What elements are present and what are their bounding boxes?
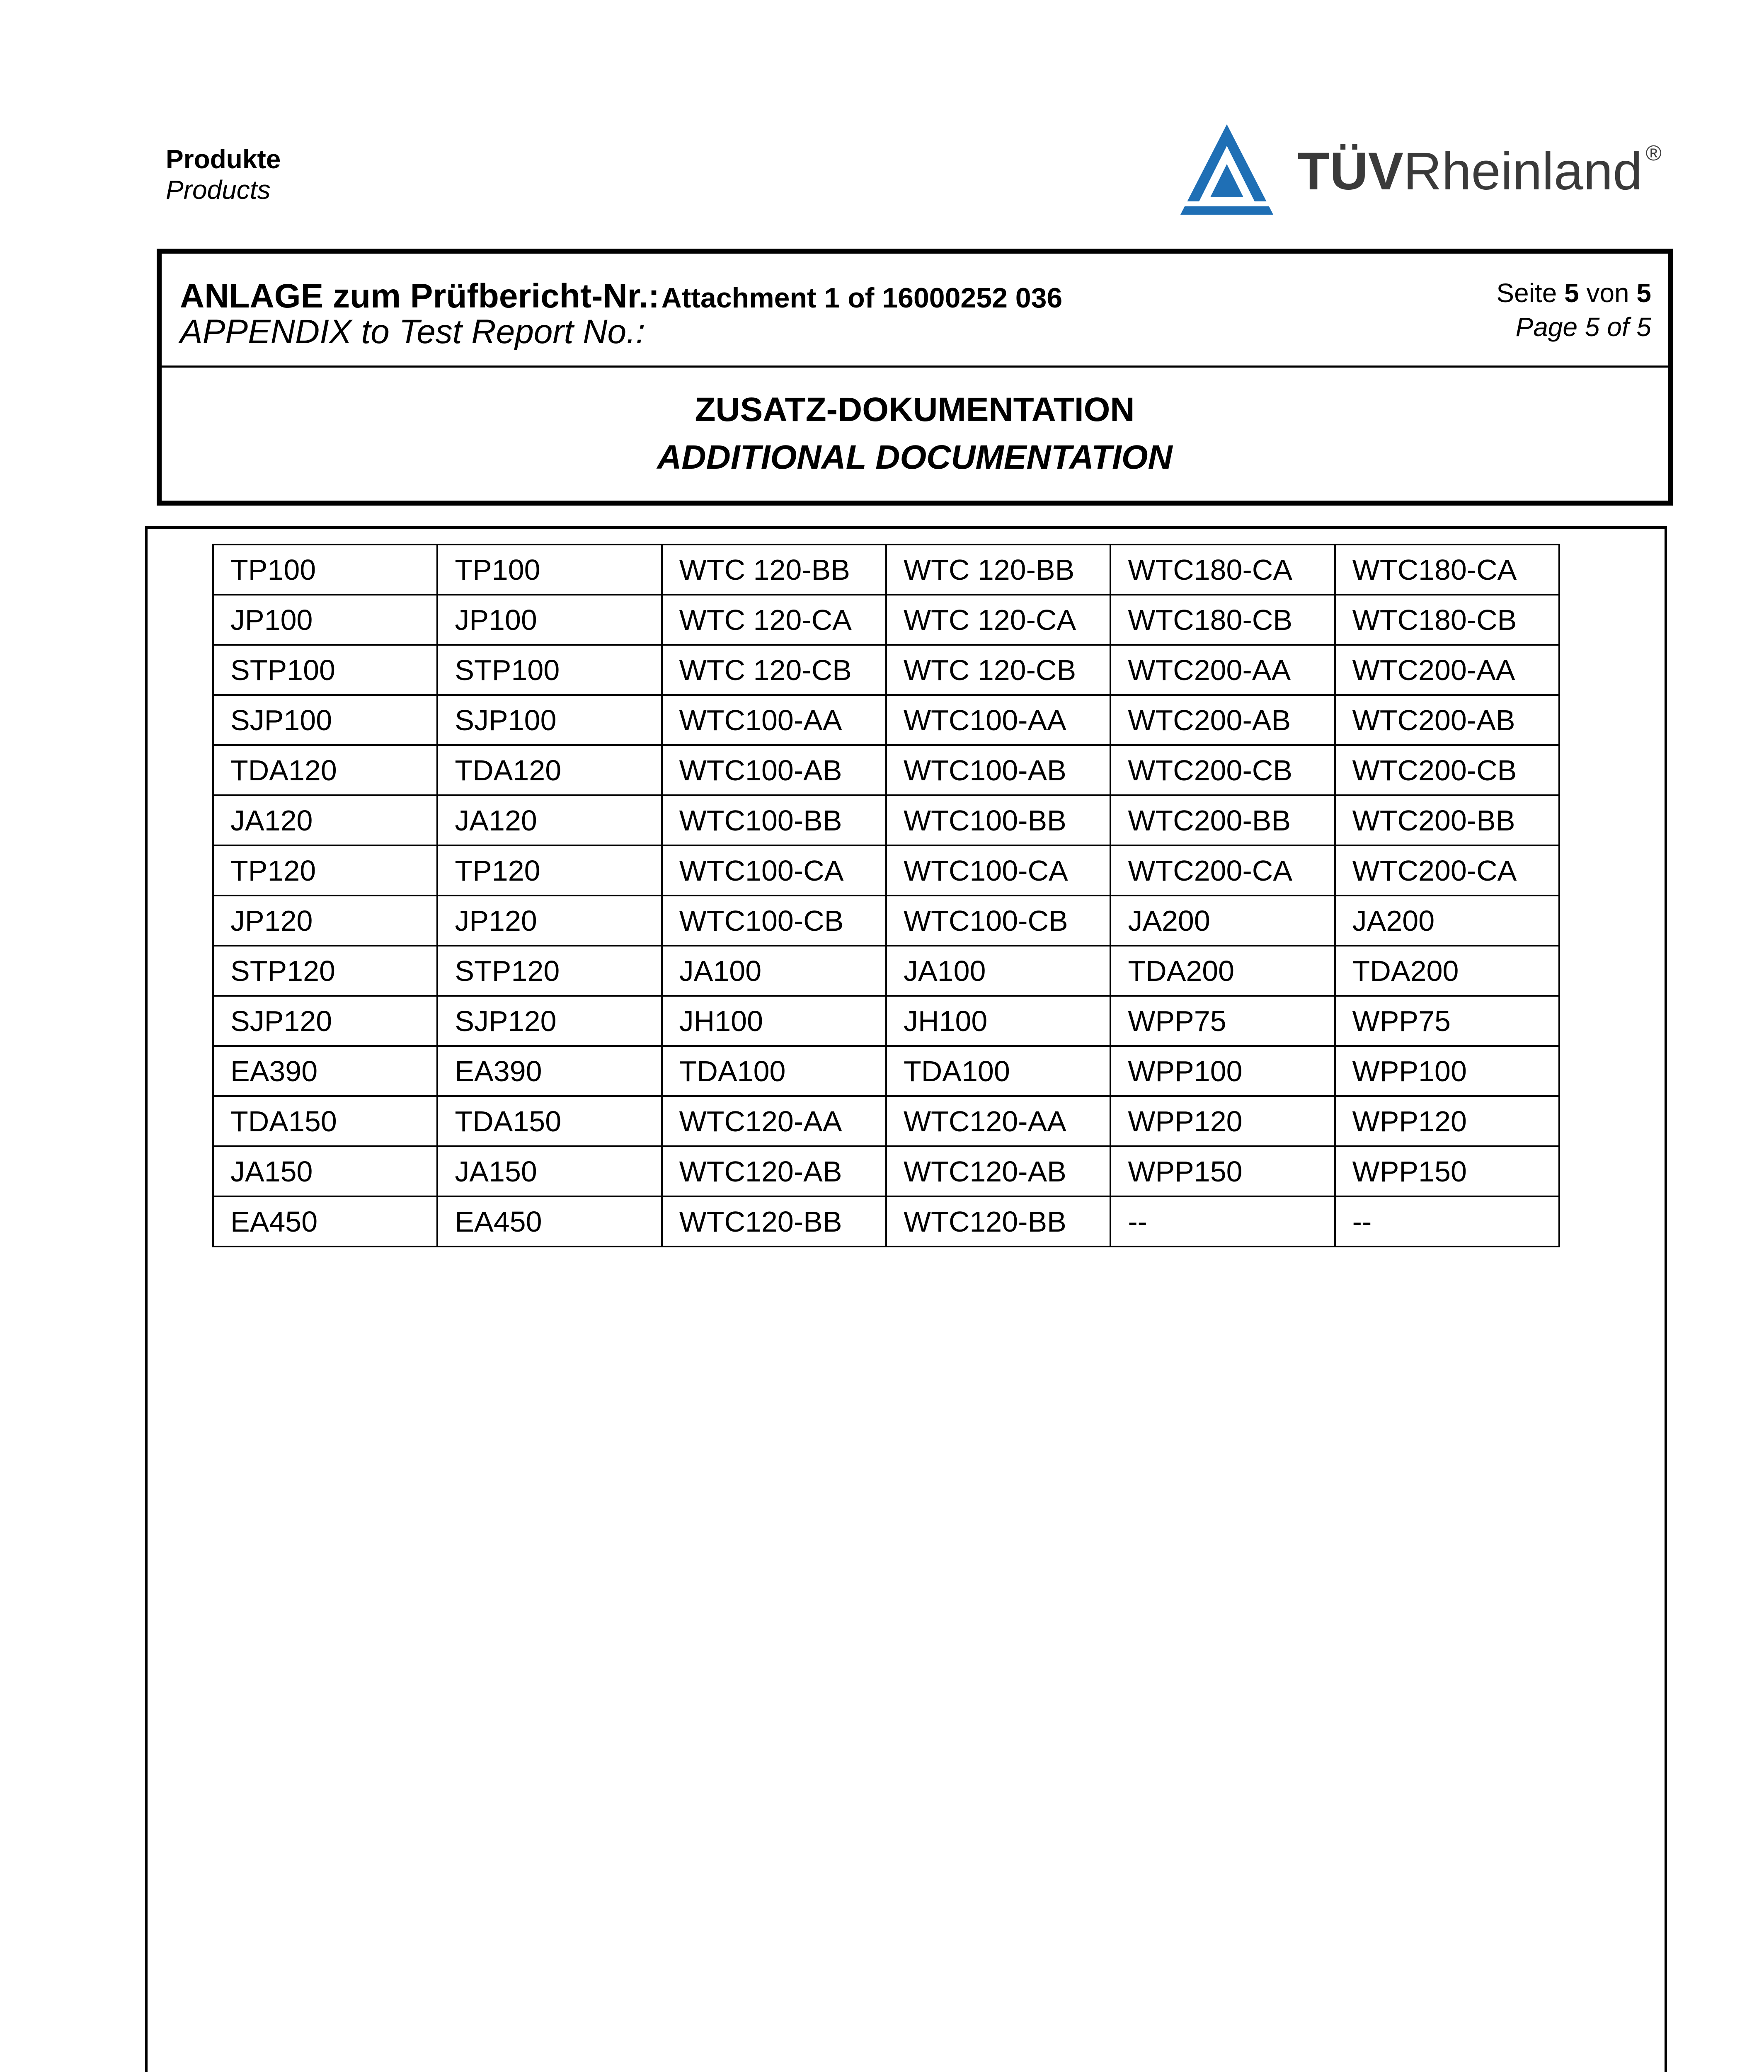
seite-label: Seite xyxy=(1496,278,1557,308)
logo-text-regular: Rheinland xyxy=(1403,142,1643,201)
table-cell: TDA150 xyxy=(213,1096,437,1146)
table-row xyxy=(213,896,1559,946)
table-row xyxy=(213,1046,1559,1096)
table-cell: TDA100 xyxy=(886,1046,1110,1096)
report-header-box xyxy=(157,249,1673,506)
table-cell: SJP100 xyxy=(213,695,437,745)
table-cell: WTC200-CA xyxy=(1335,845,1559,896)
table-cell: WTC100-BB xyxy=(662,795,886,845)
products-label-de: Produkte xyxy=(166,144,281,174)
seite-total: 5 xyxy=(1636,278,1651,308)
table-cell: JH100 xyxy=(662,996,886,1046)
page-number-de xyxy=(1496,278,1651,308)
header-top-section xyxy=(162,254,1668,368)
table-cell: WTC100-AA xyxy=(662,695,886,745)
table-cell: JH100 xyxy=(886,996,1110,1046)
table-cell: WTC120-BB xyxy=(662,1196,886,1247)
table-cell: WTC 120-CA xyxy=(662,595,886,645)
table-cell: STP100 xyxy=(213,645,437,695)
table-cell: WPP120 xyxy=(1110,1096,1335,1146)
table-cell: TDA120 xyxy=(437,745,662,795)
page-of: of xyxy=(1607,312,1629,342)
seite-current: 5 xyxy=(1564,278,1579,308)
table-cell: TDA100 xyxy=(662,1046,886,1096)
logo-wordmark xyxy=(1297,141,1662,201)
table-cell: WPP150 xyxy=(1110,1146,1335,1196)
attachment-number: Attachment 1 of 16000252 036 xyxy=(661,282,1063,314)
table-cell: WTC200-BB xyxy=(1335,795,1559,845)
table-cell: TP100 xyxy=(213,545,437,595)
table-cell: WTC120-AA xyxy=(662,1096,886,1146)
page-number-en xyxy=(1516,312,1651,342)
table-cell: SJP100 xyxy=(437,695,662,745)
table-row xyxy=(213,745,1559,795)
table-cell: WTC100-CA xyxy=(662,845,886,896)
table-cell: WTC200-CB xyxy=(1110,745,1335,795)
table-cell: EA450 xyxy=(437,1196,662,1247)
table-cell: WTC 120-BB xyxy=(886,545,1110,595)
table-cell: WTC100-AB xyxy=(886,745,1110,795)
tuv-rheinland-logo xyxy=(1177,120,1666,220)
table-row xyxy=(213,996,1559,1046)
table-cell: EA390 xyxy=(437,1046,662,1096)
table-cell: WTC200-AA xyxy=(1110,645,1335,695)
table-cell: -- xyxy=(1110,1196,1335,1247)
table-row xyxy=(213,645,1559,695)
table-cell: WTC200-AB xyxy=(1335,695,1559,745)
section-title-en: ADDITIONAL DOCUMENTATION xyxy=(657,438,1173,476)
table-cell: WTC100-CA xyxy=(886,845,1110,896)
table-cell: WTC120-AB xyxy=(662,1146,886,1196)
table-row xyxy=(213,1096,1559,1146)
table-cell: STP120 xyxy=(437,946,662,996)
table-cell: WTC120-AB xyxy=(886,1146,1110,1196)
table-cell: SJP120 xyxy=(213,996,437,1046)
registered-mark: ® xyxy=(1645,141,1662,165)
table-cell: TP120 xyxy=(437,845,662,896)
table-cell: JA150 xyxy=(213,1146,437,1196)
table-cell: WTC 120-CB xyxy=(886,645,1110,695)
table-row xyxy=(213,695,1559,745)
table-body xyxy=(213,545,1559,1247)
table-cell: JA100 xyxy=(886,946,1110,996)
table-cell: JA200 xyxy=(1335,896,1559,946)
title-de: ANLAGE zum Prüfbericht-Nr.: xyxy=(180,277,660,315)
table-cell: TDA200 xyxy=(1110,946,1335,996)
table-row xyxy=(213,845,1559,896)
page-label: Page xyxy=(1515,312,1578,342)
page-total: 5 xyxy=(1636,312,1651,342)
table-cell: JA200 xyxy=(1110,896,1335,946)
table-row xyxy=(213,1146,1559,1196)
table-cell: JP100 xyxy=(437,595,662,645)
table-cell: WTC 120-CB xyxy=(662,645,886,695)
product-models-table xyxy=(212,544,1560,1247)
table-cell: TDA200 xyxy=(1335,946,1559,996)
seite-von: von xyxy=(1586,278,1629,308)
section-title-de: ZUSATZ-DOKUMENTATION xyxy=(695,391,1135,428)
table-cell: WPP75 xyxy=(1110,996,1335,1046)
table-cell: WTC180-CB xyxy=(1335,595,1559,645)
tuv-triangle-icon xyxy=(1177,120,1277,220)
table-cell: STP100 xyxy=(437,645,662,695)
table-cell: WTC200-AB xyxy=(1110,695,1335,745)
table-cell: TP100 xyxy=(437,545,662,595)
table-cell: EA390 xyxy=(213,1046,437,1096)
table-cell: JP100 xyxy=(213,595,437,645)
table-cell: WTC100-BB xyxy=(886,795,1110,845)
table-cell: WTC180-CB xyxy=(1110,595,1335,645)
table-cell: JA120 xyxy=(437,795,662,845)
table-cell: -- xyxy=(1335,1196,1559,1247)
appendix-title-en: APPENDIX to Test Report No.: xyxy=(180,313,645,351)
page-current: 5 xyxy=(1585,312,1600,342)
table-cell: WTC100-CB xyxy=(662,896,886,946)
table-cell: JP120 xyxy=(437,896,662,946)
table-cell: WTC100-AB xyxy=(662,745,886,795)
table-cell: WPP120 xyxy=(1335,1096,1559,1146)
table-cell: WTC200-CB xyxy=(1335,745,1559,795)
table-cell: WPP100 xyxy=(1110,1046,1335,1096)
table-cell: WTC200-CA xyxy=(1110,845,1335,896)
table-row xyxy=(213,1196,1559,1247)
table-cell: JA120 xyxy=(213,795,437,845)
logo-text-bold: TÜV xyxy=(1297,142,1403,201)
table-row xyxy=(213,795,1559,845)
table-cell: TP120 xyxy=(213,845,437,896)
table-cell: WTC100-CB xyxy=(886,896,1110,946)
table-cell: WTC180-CA xyxy=(1110,545,1335,595)
table-row xyxy=(213,946,1559,996)
table-cell: WPP75 xyxy=(1335,996,1559,1046)
table-cell: STP120 xyxy=(213,946,437,996)
products-label-en: Products xyxy=(166,174,271,205)
table-cell: EA450 xyxy=(213,1196,437,1247)
table-row xyxy=(213,595,1559,645)
table-cell: WTC 120-BB xyxy=(662,545,886,595)
table-cell: WTC100-AA xyxy=(886,695,1110,745)
table-cell: WTC180-CA xyxy=(1335,545,1559,595)
content-box xyxy=(145,526,1667,2072)
table-cell: WPP150 xyxy=(1335,1146,1559,1196)
products-label xyxy=(166,144,281,205)
table-cell: TDA120 xyxy=(213,745,437,795)
table-row xyxy=(213,545,1559,595)
table-cell: WTC200-BB xyxy=(1110,795,1335,845)
appendix-title-de xyxy=(180,277,1062,316)
table-cell: WPP100 xyxy=(1335,1046,1559,1096)
table-cell: WTC120-AA xyxy=(886,1096,1110,1146)
table-cell: JA150 xyxy=(437,1146,662,1196)
table-cell: WTC200-AA xyxy=(1335,645,1559,695)
table-cell: SJP120 xyxy=(437,996,662,1046)
table-cell: WTC120-BB xyxy=(886,1196,1110,1247)
table-cell: TDA150 xyxy=(437,1096,662,1146)
table-cell: JA100 xyxy=(662,946,886,996)
table-cell: WTC 120-CA xyxy=(886,595,1110,645)
table-cell: JP120 xyxy=(213,896,437,946)
